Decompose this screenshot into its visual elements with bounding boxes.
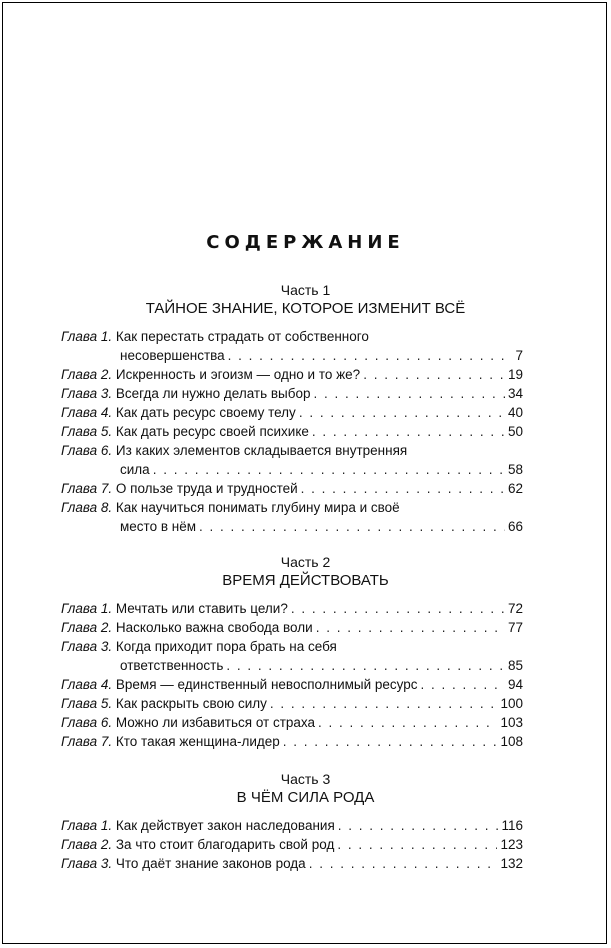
page-number: 66 (507, 519, 523, 534)
toc-row (61, 384, 523, 403)
page-number: 7 (515, 348, 523, 363)
toc-entry (61, 618, 523, 637)
toc-row (61, 618, 523, 637)
chapter-list (0, 327, 611, 536)
chapter-title: Искренность и эгоизм — одно и то же? (115, 367, 361, 382)
chapter-label: Глава 2. (61, 620, 113, 635)
chapter-label: Глава 1. (61, 329, 113, 344)
toc-wrap-line (61, 441, 523, 460)
dot-leader (338, 816, 499, 835)
chapter-title: Всегда ли нужно делать выбор (115, 386, 311, 401)
toc-entry (61, 422, 523, 441)
chapter-label: Глава 5. (61, 696, 113, 711)
chapter-title: Из каких элементов складывается внутренняя (115, 443, 408, 458)
chapter-title: Кто такая женщина-лидер (115, 734, 280, 749)
dot-leader (318, 713, 497, 732)
part-title: В ЧЁМ СИЛА РОДА (236, 789, 375, 806)
part-title: ТАЙНОЕ ЗНАНИЕ, КОТОРОЕ ИЗМЕНИТ ВСЁ (145, 300, 466, 317)
chapter-title: место в нём (120, 519, 196, 534)
chapter-title: ответственность (120, 658, 224, 673)
page-number: 72 (507, 601, 523, 616)
chapter-title: сила (120, 462, 150, 477)
page-number: 116 (501, 818, 523, 833)
chapter-title: Как раскрыть свою силу (115, 696, 267, 711)
toc-row (61, 675, 523, 694)
toc-wrap-line (61, 498, 523, 517)
chapter-label: Глава 4. (61, 405, 113, 420)
toc-entry (61, 384, 523, 403)
chapter-title: Как перестать страдать от собственного (115, 329, 369, 344)
toc-row (61, 346, 523, 365)
chapter-title: Как дать ресурс своему телу (115, 405, 296, 420)
chapter-label: Глава 2. (61, 837, 113, 852)
toc-row (61, 599, 523, 618)
chapter-list (0, 816, 611, 873)
page-number: 108 (500, 734, 523, 749)
toc-entry (61, 732, 523, 751)
part-section (0, 770, 611, 873)
chapter-label: Глава 6. (61, 715, 113, 730)
page-number: 34 (507, 386, 523, 401)
toc-entry (61, 498, 523, 536)
toc-row (61, 656, 523, 675)
dot-leader (199, 517, 505, 536)
chapter-label: Глава 4. (61, 677, 113, 692)
chapter-title: О пользе труда и трудностей (115, 481, 298, 496)
page-number: 123 (500, 837, 523, 852)
part-title: ВРЕМЯ ДЕЙСТВОВАТЬ (222, 572, 389, 589)
page-number: 62 (507, 481, 523, 496)
toc-wrap-line (61, 637, 523, 656)
toc-row (61, 854, 523, 873)
page-number: 50 (507, 424, 523, 439)
chapter-title: Как действует закон наследования (115, 818, 335, 833)
toc-entry (61, 479, 523, 498)
part-number: Часть 1 (280, 282, 331, 298)
chapter-title: Когда приходит пора брать на себя (115, 639, 337, 654)
toc-row (61, 732, 523, 751)
chapter-label: Глава 7. (61, 734, 113, 749)
toc-entry (61, 675, 523, 694)
chapter-label: Глава 3. (61, 856, 113, 871)
dot-leader (309, 854, 498, 873)
toc-row (61, 816, 523, 835)
chapter-label: Глава 8. (61, 500, 113, 515)
toc-entry (61, 816, 523, 835)
toc-entry (61, 835, 523, 854)
toc-entry (61, 403, 523, 422)
toc-row (61, 517, 523, 536)
page-number: 77 (507, 620, 523, 635)
toc-row (61, 479, 523, 498)
toc-row (61, 835, 523, 854)
toc-row (61, 694, 523, 713)
chapter-title: Что даёт знание законов рода (115, 856, 306, 871)
dot-leader (421, 675, 505, 694)
chapter-title: За что стоит благодарить свой род (115, 837, 335, 852)
toc-row (61, 460, 523, 479)
part-section (0, 553, 611, 751)
chapter-label: Глава 1. (61, 818, 113, 833)
chapter-title: Время — единственный невосполнимый ресурс (115, 677, 418, 692)
part-number: Часть 3 (280, 771, 331, 787)
toc-entry (61, 713, 523, 732)
toc-row (61, 365, 523, 384)
toc-row (61, 422, 523, 441)
chapter-title: Мечтать или ставить цели? (115, 601, 288, 616)
chapter-list (0, 599, 611, 751)
dot-leader (363, 365, 505, 384)
page-number: 132 (500, 856, 523, 871)
toc-entry (61, 441, 523, 479)
dot-leader (316, 618, 505, 637)
toc-entry (61, 694, 523, 713)
page-number: 19 (507, 367, 523, 382)
part-section (0, 281, 611, 536)
dot-leader (312, 422, 505, 441)
dot-leader (314, 384, 505, 403)
page-number: 85 (507, 658, 523, 673)
chapter-label: Глава 7. (61, 481, 113, 496)
page-number: 103 (500, 715, 523, 730)
toc-entry (61, 327, 523, 365)
dot-leader (226, 656, 505, 675)
dot-leader (283, 732, 498, 751)
dot-leader (299, 403, 505, 422)
dot-leader (301, 479, 505, 498)
toc-entry (61, 599, 523, 618)
page-number: 58 (507, 462, 523, 477)
chapter-title: Можно ли избавиться от страха (115, 715, 316, 730)
toc-entry (61, 854, 523, 873)
chapter-label: Глава 2. (61, 367, 113, 382)
page-number: 40 (507, 405, 523, 420)
chapter-title: Как дать ресурс своей психике (115, 424, 309, 439)
dot-leader (153, 460, 505, 479)
toc-row (61, 403, 523, 422)
page-number: 100 (500, 696, 523, 711)
chapter-label: Глава 1. (61, 601, 113, 616)
chapter-label: Глава 3. (61, 386, 113, 401)
toc-wrap-line (61, 327, 523, 346)
dot-leader (291, 599, 505, 618)
chapter-title: несовершенства (120, 348, 225, 363)
chapter-label: Глава 6. (61, 443, 113, 458)
chapter-title: Насколько важна свобода воли (115, 620, 313, 635)
dot-leader (337, 835, 497, 854)
toc-entry (61, 637, 523, 675)
dot-leader (228, 346, 513, 365)
chapter-title: Как научиться понимать глубину мира и своё (115, 500, 400, 515)
dot-leader (270, 694, 498, 713)
part-number: Часть 2 (280, 554, 331, 570)
toc-row (61, 713, 523, 732)
page-title: СОДЕРЖАНИЕ (206, 232, 405, 253)
chapter-label: Глава 5. (61, 424, 113, 439)
chapter-label: Глава 3. (61, 639, 113, 654)
page-number: 94 (507, 677, 523, 692)
toc-entry (61, 365, 523, 384)
